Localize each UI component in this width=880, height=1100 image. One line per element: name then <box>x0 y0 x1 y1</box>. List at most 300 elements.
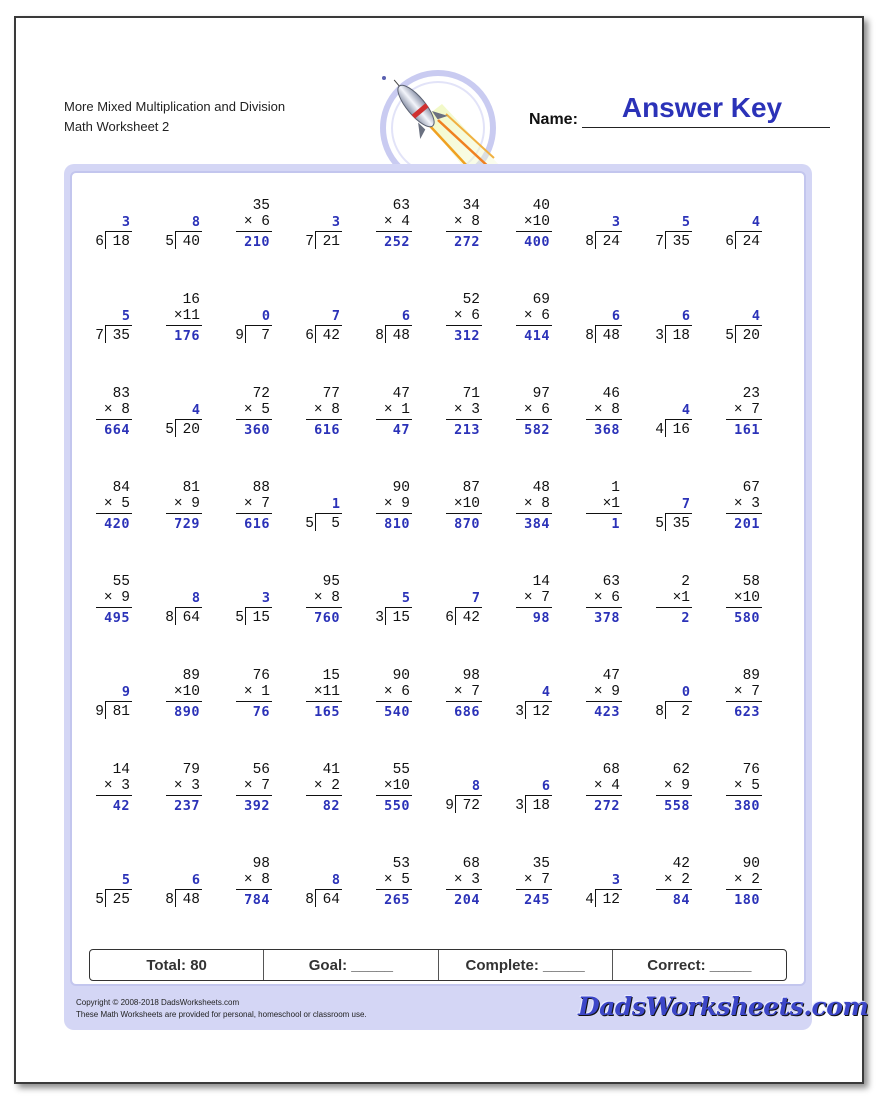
multiplication-problem <box>362 472 418 532</box>
dividend: 12 <box>532 704 550 720</box>
product-answer: 98 <box>532 610 550 626</box>
multiplier: × 1 <box>243 684 270 700</box>
product-answer: 664 <box>104 422 130 438</box>
answer-rule <box>516 889 552 890</box>
multiplicand: 79 <box>182 762 200 778</box>
divisor: 5 <box>655 516 664 532</box>
division-bracket <box>666 419 692 420</box>
quotient-answer: 0 <box>681 684 690 700</box>
multiplication-problem <box>712 378 768 438</box>
multiplication-problem <box>572 472 628 532</box>
answer-rule <box>656 889 692 890</box>
dividend: 15 <box>252 610 270 626</box>
product-answer: 368 <box>594 422 620 438</box>
multiplication-problem <box>292 754 348 814</box>
multiplier: ×10 <box>453 496 480 512</box>
multiplier: × 3 <box>733 496 760 512</box>
division-bracket-side <box>315 325 316 343</box>
product-answer: 540 <box>384 704 410 720</box>
multiplicand: 35 <box>532 856 550 872</box>
multiplier: × 6 <box>383 684 410 700</box>
divisor: 6 <box>305 328 314 344</box>
multiplication-problem <box>362 190 418 250</box>
division-bracket-side <box>595 325 596 343</box>
divisor: 5 <box>95 892 104 908</box>
multiplication-problem <box>362 378 418 438</box>
divisor: 3 <box>515 704 524 720</box>
multiplier: × 9 <box>593 684 620 700</box>
multiplicand: 58 <box>742 574 760 590</box>
dividend: 18 <box>532 798 550 814</box>
quotient-answer: 4 <box>751 308 760 324</box>
division-bracket <box>596 325 622 326</box>
dividend: 48 <box>602 328 620 344</box>
multiplicand: 71 <box>462 386 480 402</box>
division-bracket <box>106 325 132 326</box>
product-answer: 420 <box>104 516 130 532</box>
answer-rule <box>446 889 482 890</box>
answer-rule <box>306 701 342 702</box>
dividend: 64 <box>182 610 200 626</box>
multiplier: × 6 <box>523 308 550 324</box>
name-field[interactable] <box>582 127 830 128</box>
multiplication-problem <box>502 378 558 438</box>
multiplier: × 9 <box>103 590 130 606</box>
multiplier: × 7 <box>733 684 760 700</box>
quotient-answer: 6 <box>681 308 690 324</box>
dividend: 5 <box>331 516 340 532</box>
multiplication-problem <box>152 754 208 814</box>
product-answer: 760 <box>314 610 340 626</box>
division-problem <box>222 284 278 344</box>
division-problem <box>362 284 418 344</box>
answer-rule <box>726 889 762 890</box>
multiplication-problem <box>502 472 558 532</box>
product-answer: 414 <box>524 328 550 344</box>
product-answer: 890 <box>174 704 200 720</box>
name-label: Name: <box>529 111 578 128</box>
multiplier: × 7 <box>523 590 550 606</box>
multiplicand: 46 <box>602 386 620 402</box>
dividend: 15 <box>392 610 410 626</box>
division-bracket <box>176 889 202 890</box>
product-answer: 84 <box>672 892 690 908</box>
division-bracket-side <box>525 701 526 719</box>
multiplication-problem <box>432 848 488 908</box>
multiplicand: 90 <box>742 856 760 872</box>
division-bracket-side <box>315 889 316 907</box>
product-answer: 400 <box>524 234 550 250</box>
product-answer: 558 <box>664 798 690 814</box>
answer-rule <box>96 795 132 796</box>
multiplicand: 90 <box>392 668 410 684</box>
multiplicand: 52 <box>462 292 480 308</box>
goal-field: Goal: _____ <box>264 950 438 980</box>
divisor: 9 <box>445 798 454 814</box>
division-bracket-side <box>455 795 456 813</box>
multiplier: ×1 <box>602 496 620 512</box>
division-problem <box>82 660 138 720</box>
multiplier: × 3 <box>103 778 130 794</box>
multiplication-problem <box>362 754 418 814</box>
multiplicand: 87 <box>462 480 480 496</box>
multiplicand: 89 <box>742 668 760 684</box>
product-answer: 623 <box>734 704 760 720</box>
multiplier: × 9 <box>663 778 690 794</box>
product-answer: 550 <box>384 798 410 814</box>
multiplication-problem <box>432 378 488 438</box>
multiplication-problem <box>362 848 418 908</box>
division-problem <box>82 190 138 250</box>
multiplicand: 97 <box>532 386 550 402</box>
answer-rule <box>586 701 622 702</box>
multiplicand: 55 <box>112 574 130 590</box>
division-problem <box>642 190 698 250</box>
answer-rule <box>306 795 342 796</box>
division-bracket <box>596 231 622 232</box>
multiplier: × 6 <box>593 590 620 606</box>
multiplier: × 8 <box>243 872 270 888</box>
division-bracket-side <box>525 795 526 813</box>
divisor: 5 <box>305 516 314 532</box>
multiplicand: 90 <box>392 480 410 496</box>
division-bracket-side <box>385 325 386 343</box>
quotient-answer: 8 <box>471 778 480 794</box>
quotient-answer: 5 <box>121 872 130 888</box>
divisor: 6 <box>445 610 454 626</box>
multiplicand: 14 <box>532 574 550 590</box>
quotient-answer: 5 <box>681 214 690 230</box>
division-problem <box>432 754 488 814</box>
divisor: 9 <box>235 328 244 344</box>
title-line-1: More Mixed Multiplication and Division <box>64 99 286 114</box>
answer-rule <box>376 419 412 420</box>
multiplier: ×1 <box>672 590 690 606</box>
division-bracket <box>736 231 762 232</box>
multiplier: × 6 <box>243 214 270 230</box>
division-problem <box>222 566 278 626</box>
multiplier: × 7 <box>733 402 760 418</box>
multiplicand: 41 <box>322 762 340 778</box>
answer-rule <box>306 419 342 420</box>
answer-rule <box>656 795 692 796</box>
multiplication-problem <box>222 848 278 908</box>
multiplicand: 1 <box>611 480 620 496</box>
dividend: 18 <box>672 328 690 344</box>
answer-rule <box>516 419 552 420</box>
product-answer: 165 <box>314 704 340 720</box>
multiplier: ×11 <box>173 308 200 324</box>
product-answer: 176 <box>174 328 200 344</box>
division-bracket-side <box>665 701 666 719</box>
multiplication-problem <box>82 754 138 814</box>
multiplier: × 8 <box>523 496 550 512</box>
division-problem <box>642 378 698 438</box>
multiplicand: 89 <box>182 668 200 684</box>
dividend: 12 <box>602 892 620 908</box>
multiplicand: 63 <box>602 574 620 590</box>
multiplicand: 14 <box>112 762 130 778</box>
division-problem <box>152 190 208 250</box>
product-answer: 384 <box>524 516 550 532</box>
quotient-answer: 4 <box>681 402 690 418</box>
product-answer: 616 <box>314 422 340 438</box>
multiplicand: 42 <box>672 856 690 872</box>
division-bracket-side <box>175 889 176 907</box>
dividend: 35 <box>672 234 690 250</box>
multiplier: × 8 <box>313 590 340 606</box>
totals-bar <box>89 949 787 981</box>
multiplicand: 47 <box>602 668 620 684</box>
dividend: 16 <box>672 422 690 438</box>
total-count: Total: 80 <box>90 950 264 980</box>
dividend: 42 <box>462 610 480 626</box>
product-answer: 76 <box>252 704 270 720</box>
quotient-answer: 4 <box>191 402 200 418</box>
multiplication-problem <box>82 472 138 532</box>
multiplier: ×10 <box>173 684 200 700</box>
answer-rule <box>726 607 762 608</box>
answer-rule <box>166 701 202 702</box>
product-answer: 272 <box>454 234 480 250</box>
division-bracket-side <box>175 607 176 625</box>
quotient-answer: 0 <box>261 308 270 324</box>
quotient-answer: 8 <box>191 590 200 606</box>
divisor: 8 <box>585 234 594 250</box>
problem-grid <box>82 190 792 935</box>
divisor: 5 <box>165 422 174 438</box>
multiplicand: 84 <box>112 480 130 496</box>
multiplication-problem <box>642 848 698 908</box>
divisor: 3 <box>375 610 384 626</box>
multiplier: × 2 <box>663 872 690 888</box>
answer-rule <box>236 701 272 702</box>
multiplicand: 53 <box>392 856 410 872</box>
dividend: 48 <box>392 328 410 344</box>
division-bracket <box>316 325 342 326</box>
multiplier: × 8 <box>313 402 340 418</box>
division-problem <box>292 284 348 344</box>
answer-rule <box>726 795 762 796</box>
division-problem <box>292 190 348 250</box>
multiplier: × 6 <box>523 402 550 418</box>
multiplicand: 95 <box>322 574 340 590</box>
answer-rule <box>376 513 412 514</box>
answer-rule <box>516 513 552 514</box>
divisor: 8 <box>305 892 314 908</box>
answer-key-text: Answer Key <box>621 92 783 123</box>
product-answer: 729 <box>174 516 200 532</box>
product-answer: 47 <box>392 422 410 438</box>
multiplication-problem <box>432 190 488 250</box>
division-bracket-side <box>315 513 316 531</box>
multiplicand: 68 <box>602 762 620 778</box>
quotient-answer: 4 <box>541 684 550 700</box>
quotient-answer: 3 <box>331 214 340 230</box>
division-problem <box>432 566 488 626</box>
division-bracket <box>316 231 342 232</box>
multiplication-problem <box>222 472 278 532</box>
quotient-answer: 7 <box>681 496 690 512</box>
multiplicand: 63 <box>392 198 410 214</box>
division-problem <box>502 660 558 720</box>
product-answer: 423 <box>594 704 620 720</box>
divisor: 8 <box>375 328 384 344</box>
product-answer: 392 <box>244 798 270 814</box>
multiplicand: 35 <box>252 198 270 214</box>
product-answer: 784 <box>244 892 270 908</box>
division-bracket <box>456 795 482 796</box>
divisor: 8 <box>165 892 174 908</box>
answer-rule <box>236 419 272 420</box>
dividend: 42 <box>322 328 340 344</box>
product-answer: 686 <box>454 704 480 720</box>
answer-rule <box>446 325 482 326</box>
division-bracket <box>246 607 272 608</box>
multiplier: × 7 <box>243 778 270 794</box>
division-problem <box>712 190 768 250</box>
quotient-answer: 5 <box>121 308 130 324</box>
answer-rule <box>586 607 622 608</box>
multiplier: × 3 <box>173 778 200 794</box>
product-answer: 237 <box>174 798 200 814</box>
multiplier: × 7 <box>453 684 480 700</box>
divisor: 9 <box>95 704 104 720</box>
division-problem <box>502 754 558 814</box>
division-bracket-side <box>665 231 666 249</box>
division-bracket-side <box>455 607 456 625</box>
division-bracket-side <box>175 231 176 249</box>
divisor: 5 <box>725 328 734 344</box>
division-bracket-side <box>105 325 106 343</box>
division-bracket <box>736 325 762 326</box>
multiplier: × 9 <box>173 496 200 512</box>
answer-rule <box>516 231 552 232</box>
multiplication-problem <box>502 566 558 626</box>
multiplication-problem <box>712 472 768 532</box>
division-bracket-side <box>735 325 736 343</box>
product-answer: 210 <box>244 234 270 250</box>
answer-rule <box>96 419 132 420</box>
multiplication-problem <box>82 378 138 438</box>
product-answer: 495 <box>104 610 130 626</box>
multiplier: × 2 <box>733 872 760 888</box>
multiplication-problem <box>432 660 488 720</box>
division-bracket <box>176 607 202 608</box>
division-bracket <box>666 231 692 232</box>
multiplier: × 3 <box>453 872 480 888</box>
division-bracket-side <box>665 513 666 531</box>
division-bracket <box>666 513 692 514</box>
multiplier: × 4 <box>593 778 620 794</box>
answer-rule <box>96 513 132 514</box>
quotient-answer: 8 <box>331 872 340 888</box>
division-bracket-side <box>595 889 596 907</box>
dividend: 7 <box>261 328 270 344</box>
dividend: 2 <box>681 704 690 720</box>
product-answer: 1 <box>611 516 620 532</box>
multiplicand: 83 <box>112 386 130 402</box>
product-answer: 82 <box>322 798 340 814</box>
multiplier: × 9 <box>383 496 410 512</box>
multiplication-problem <box>712 566 768 626</box>
worksheet-title <box>64 97 285 137</box>
division-problem <box>572 190 628 250</box>
division-problem <box>292 848 348 908</box>
answer-rule <box>166 325 202 326</box>
multiplication-problem <box>222 190 278 250</box>
quotient-answer: 1 <box>331 496 340 512</box>
multiplier: × 2 <box>313 778 340 794</box>
multiplication-problem <box>502 190 558 250</box>
division-bracket-side <box>665 325 666 343</box>
division-bracket <box>526 795 552 796</box>
answer-rule <box>236 795 272 796</box>
multiplier: × 1 <box>383 402 410 418</box>
product-answer: 272 <box>594 798 620 814</box>
product-answer: 252 <box>384 234 410 250</box>
answer-rule <box>166 795 202 796</box>
divisor: 8 <box>655 704 664 720</box>
answer-rule <box>236 513 272 514</box>
division-problem <box>642 472 698 532</box>
title-line-2: Math Worksheet 2 <box>64 119 170 134</box>
multiplicand: 40 <box>532 198 550 214</box>
dividend: 35 <box>112 328 130 344</box>
quotient-answer: 7 <box>471 590 480 606</box>
division-problem <box>82 284 138 344</box>
dividend: 25 <box>112 892 130 908</box>
divisor: 5 <box>235 610 244 626</box>
multiplier: × 8 <box>593 402 620 418</box>
division-bracket <box>316 513 342 514</box>
division-problem <box>152 566 208 626</box>
multiplicand: 76 <box>742 762 760 778</box>
multiplication-problem <box>572 378 628 438</box>
dividend: 72 <box>462 798 480 814</box>
answer-rule <box>586 795 622 796</box>
quotient-answer: 3 <box>611 214 620 230</box>
answer-rule <box>516 325 552 326</box>
multiplicand: 34 <box>462 198 480 214</box>
multiplication-problem <box>152 660 208 720</box>
division-bracket-side <box>245 607 246 625</box>
answer-rule <box>306 607 342 608</box>
answer-rule <box>446 419 482 420</box>
division-problem <box>152 378 208 438</box>
divisor: 8 <box>585 328 594 344</box>
product-answer: 616 <box>244 516 270 532</box>
multiplication-problem <box>292 378 348 438</box>
divisor: 3 <box>515 798 524 814</box>
product-answer: 870 <box>454 516 480 532</box>
answer-rule <box>376 231 412 232</box>
division-bracket <box>246 325 272 326</box>
multiplication-problem <box>432 284 488 344</box>
product-answer: 213 <box>454 422 480 438</box>
quotient-answer: 3 <box>121 214 130 230</box>
division-problem <box>152 848 208 908</box>
product-answer: 580 <box>734 610 760 626</box>
dividend: 20 <box>742 328 760 344</box>
answer-rule <box>726 513 762 514</box>
multiplication-problem <box>642 754 698 814</box>
multiplicand: 98 <box>462 668 480 684</box>
answer-rule <box>586 419 622 420</box>
multiplication-problem <box>502 848 558 908</box>
division-problem <box>572 284 628 344</box>
copyright-text: Copyright © 2008-2018 DadsWorksheets.com <box>76 998 240 1007</box>
